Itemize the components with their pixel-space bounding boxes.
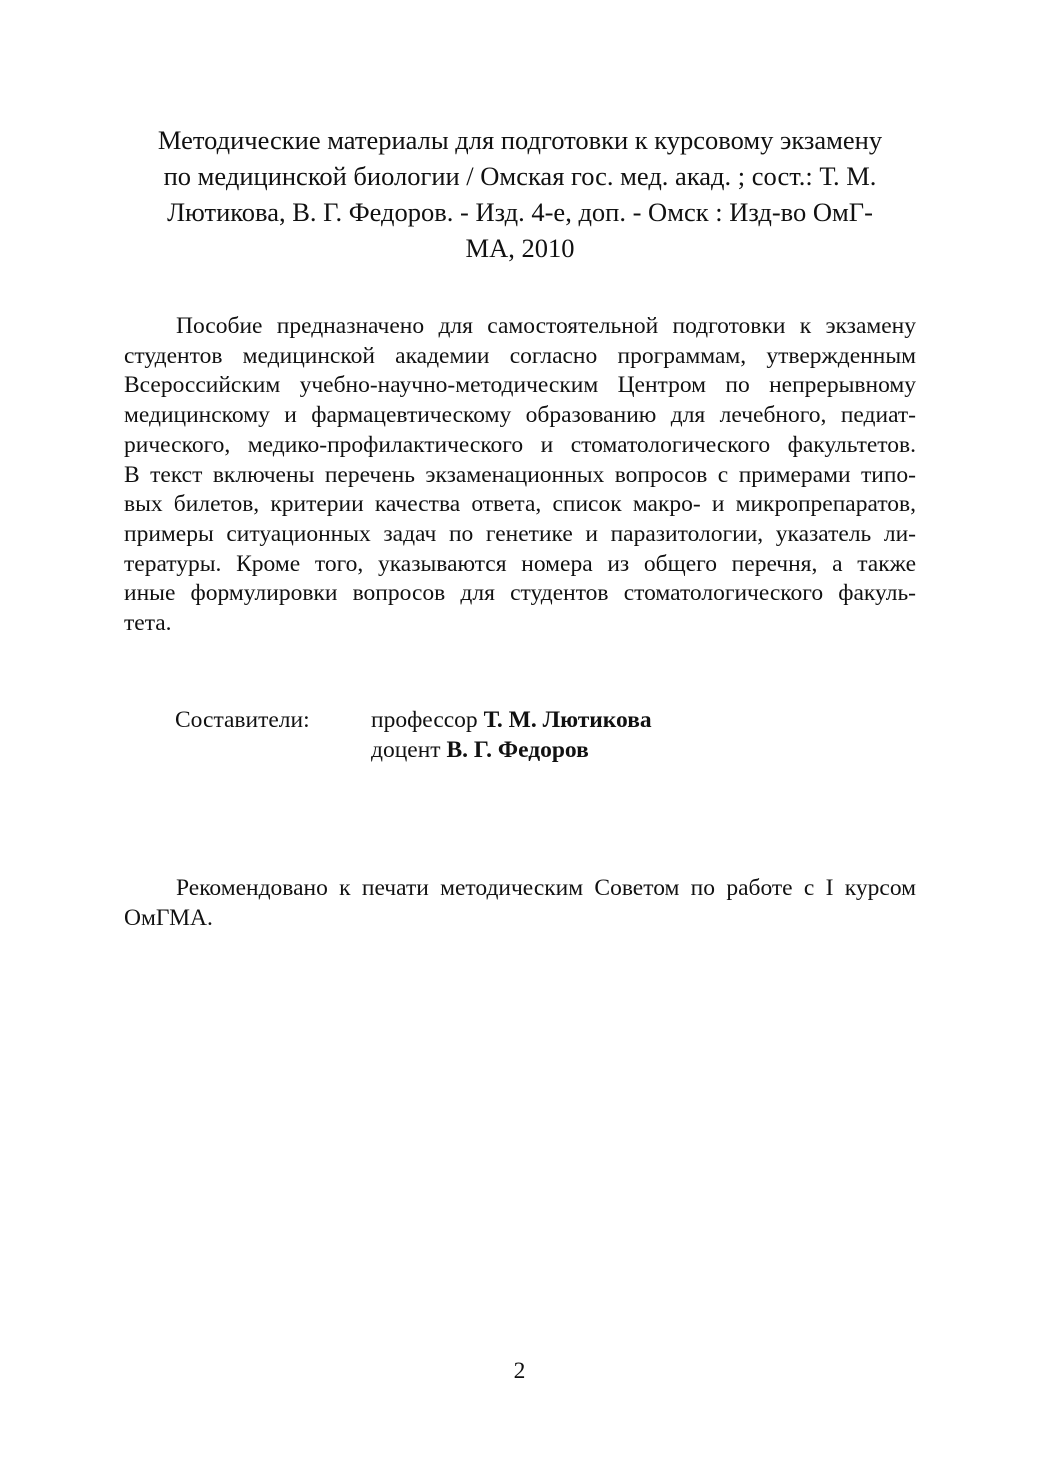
compiler-row	[371, 735, 652, 765]
compiler-name: В. Г. Федоров	[446, 737, 589, 763]
abstract-line: Всероссийским учебно-научно-методическим Центром по непрерывному	[124, 372, 916, 399]
compiler-row	[371, 705, 652, 735]
abstract-paragraph	[124, 312, 916, 639]
abstract-line: тета.	[124, 610, 172, 637]
bibliographic-title	[122, 122, 918, 266]
abstract-line: примеры ситуационных задач по генетике и паразитологии, указатель ли-	[124, 520, 916, 547]
abstract-line: иные формулировки вопросов для студентов стоматологического факуль-	[124, 580, 916, 607]
recommendation-paragraph	[124, 873, 916, 933]
title-line: Методические материалы для подготовки к курсовому экзамену	[157, 125, 883, 155]
abstract-line: В текст включены перечень экзаменационных вопросов с примерами типо-	[124, 461, 916, 488]
compilers-list	[371, 705, 652, 765]
abstract-line: студентов медицинской академии согласно программам, утвержденным	[124, 342, 916, 369]
page-number: 2	[513, 1358, 526, 1384]
abstract-line: медицинскому и фармацевтическому образованию для лечебного, педиат-	[124, 402, 916, 429]
compiler-name: Т. М. Лютикова	[483, 707, 652, 733]
abstract-line: тературы. Кроме того, указываются номера из общего перечня, а также	[124, 550, 916, 577]
recommendation-line: ОмГМА.	[124, 905, 213, 931]
compiler-title: доцент	[371, 737, 441, 763]
abstract-line: Пособие предназначено для самостоятельной подготовки к экзамену	[176, 313, 916, 339]
title-line: по медицинской биологии / Омская гос. мед. акад. ; сост.: Т. М.	[163, 161, 877, 191]
title-line: МА, 2010	[465, 233, 575, 263]
compilers-label: Составители:	[175, 707, 310, 733]
abstract-line: вых билетов, критерии качества ответа, список макро- и микропрепаратов,	[124, 491, 916, 518]
compiler-title: профессор	[371, 707, 478, 733]
abstract-line: рического, медико-профилактического и стоматологического факультетов.	[124, 431, 916, 458]
title-line: Лютикова, В. Г. Федоров. - Изд. 4-е, доп. - Омск : Изд-во ОмГ-	[167, 197, 873, 227]
recommendation-line: Рекомендовано к печати методическим Советом по работе с I курсом	[176, 875, 916, 901]
